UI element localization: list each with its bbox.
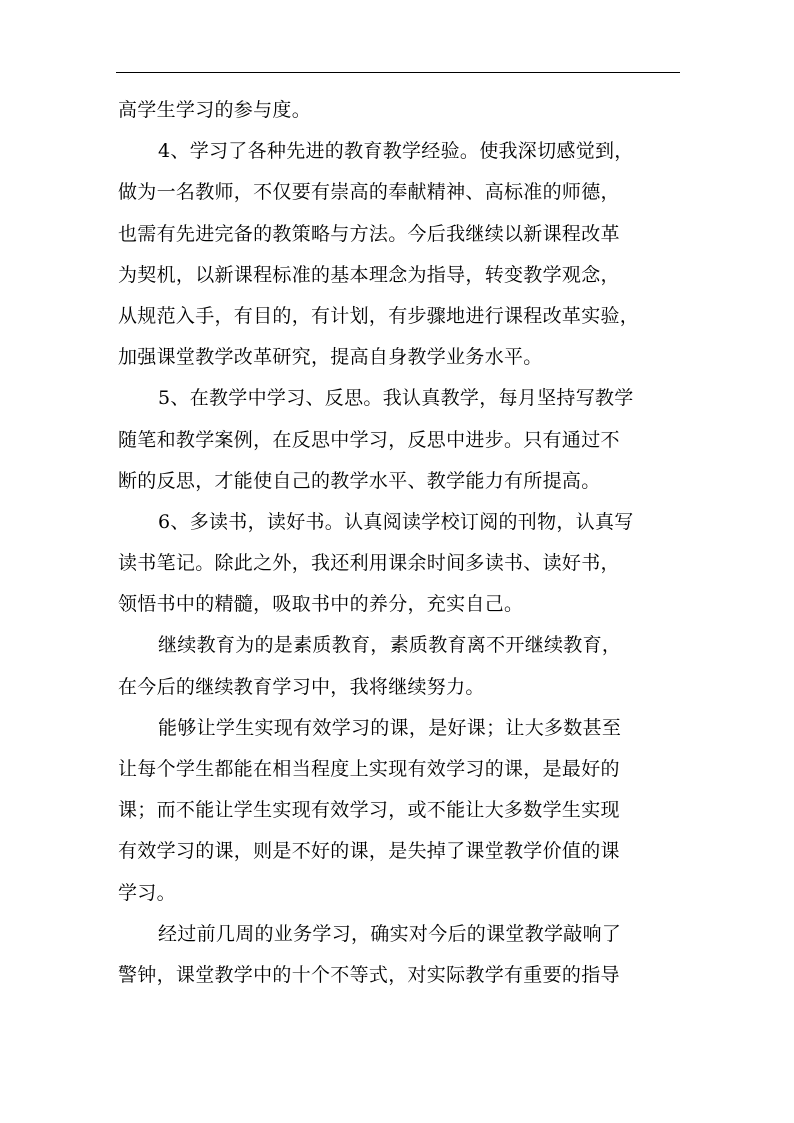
text-line: 继续教育为的是素质教育，素质教育离不开继续教育， (158, 634, 622, 657)
text-line: 5、在教学中学习、反思。我认真教学，每月坚持写教学 (158, 387, 634, 410)
text-line: 为契机，以新课程标准的基本理念为指导，转变教学观念， (118, 263, 620, 286)
text-line: 警钟，课堂教学中的十个不等式，对实际教学有重要的指导 (118, 963, 620, 986)
paragraph (118, 914, 678, 996)
paragraph (118, 625, 678, 707)
paragraph (118, 378, 678, 502)
paragraph (118, 708, 678, 914)
text-line: 6、多读书，读好书。认真阅读学校订阅的刊物，认真写 (158, 510, 634, 533)
text-line: 经过前几周的业务学习，确实对今后的课堂教学敲响了 (158, 922, 622, 945)
text-line: 课；而不能让学生实现有效学习，或不能让大多数学生实现 (118, 799, 620, 822)
text-line: 做为一名教师，不仅要有崇高的奉献精神、高标准的师德， (118, 181, 620, 204)
text-line: 随笔和教学案例，在反思中学习，反思中进步。只有通过不 (118, 428, 620, 451)
paragraph (118, 502, 678, 626)
paragraph (118, 131, 678, 378)
document-body (118, 90, 678, 996)
text-line: 断的反思，才能使自己的教学水平、教学能力有所提高。 (118, 469, 601, 492)
text-line: 领悟书中的精髓，吸取书中的养分，充实自己。 (118, 593, 524, 616)
header-rule (116, 72, 680, 73)
text-line: 读书笔记。除此之外，我还利用课余时间多读书、读好书， (118, 552, 620, 575)
text-line: 能够让学生实现有效学习的课，是好课；让大多数甚至 (158, 716, 622, 739)
text-line: 在今后的继续教育学习中，我将继续努力。 (118, 675, 485, 698)
text-line: 高学生学习的参与度。 (118, 99, 312, 121)
text-line: 让每个学生都能在相当程度上实现有效学习的课，是最好的 (118, 758, 620, 780)
text-line: 也需有先进完备的教策略与方法。今后我继续以新课程改革 (118, 222, 620, 245)
text-line: 从规范入手，有目的，有计划，有步骤地进行课程改革实验， (118, 304, 640, 327)
text-line: 学习。 (118, 881, 176, 904)
text-line: 加强课堂教学改革研究，提高自身教学业务水平。 (118, 346, 543, 369)
paragraph (118, 90, 678, 131)
text-line: 4、学习了各种先进的教育教学经验。使我深切感觉到， (158, 140, 634, 163)
text-line: 有效学习的课，则是不好的课，是失掉了课堂教学价值的课 (118, 840, 620, 863)
